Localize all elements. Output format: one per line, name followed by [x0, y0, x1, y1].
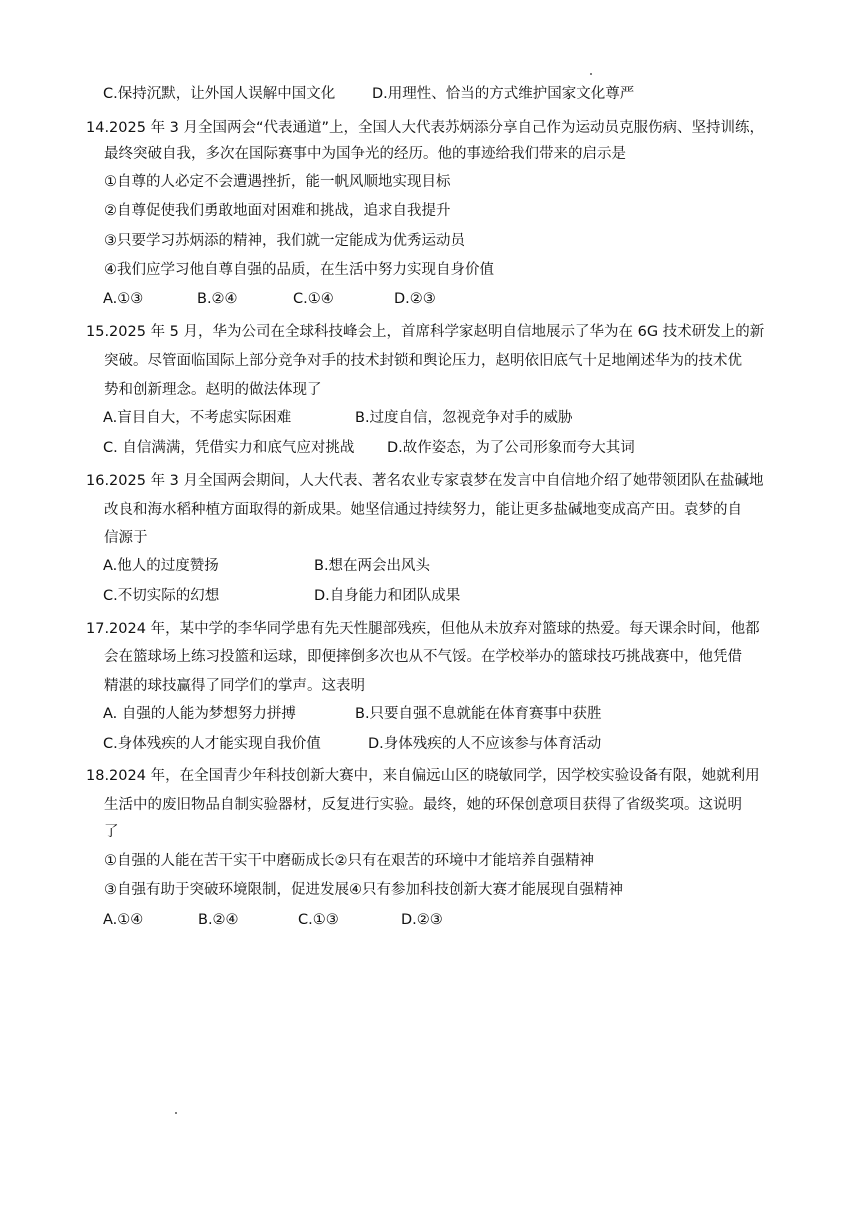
q16-option-c: C.不切实际的幻想 — [103, 588, 220, 604]
q15-stem-line-1: 15.2025 年 5 月，华为公司在全球科技峰会上，首席科学家赵明自信地展示了华为在 6G 技术研发上的新 — [86, 324, 765, 340]
q16-option-b: B.想在两会出风头 — [314, 558, 431, 574]
q17-option-a: A. 自强的人能为梦想努力拼搏 — [103, 706, 296, 722]
q17-option-d: D.身体残疾的人不应该参与体育活动 — [368, 736, 602, 752]
q15-stem-line-2: 突破。尽管面临国际上部分竞争对手的技术封锁和舆论压力，赵明依旧底气十足地阐述华为的技术优 — [104, 353, 742, 369]
q16-stem-line-2: 改良和海水稻种植方面取得的新成果。她坚信通过持续努力，能让更多盐碱地变成高产田。袁梦的自 — [104, 502, 742, 518]
q16-stem-line-1: 16.2025 年 3 月全国两会期间，人大代表、著名农业专家袁梦在发言中自信地介绍了她带领团队在盐碱地 — [86, 473, 764, 489]
q15-option-c: C. 自信满满，凭借实力和底气应对挑战 — [103, 440, 355, 456]
q16-option-d: D.自身能力和团队成果 — [314, 588, 461, 604]
q16-option-a: A.他人的过度赞扬 — [103, 558, 219, 574]
scan-speck-bottom — [175, 1112, 177, 1114]
q15-option-b: B.过度自信，忽视竞争对手的威胁 — [355, 410, 573, 426]
q14-option-c: C.①④ — [293, 291, 334, 307]
q18-stem-line-1: 18.2024 年，在全国青少年科技创新大赛中，来自偏远山区的晓敏同学，因学校实验设备有限，她就利用 — [86, 768, 760, 784]
q15-stem-line-3: 势和创新理念。赵明的做法体现了 — [104, 382, 322, 398]
q18-option-d: D.②③ — [401, 912, 443, 928]
q15-option-d: D.故作姿态，为了公司形象而夸大其词 — [387, 440, 635, 456]
q14-option-b: B.②④ — [197, 291, 238, 307]
q14-option-a: A.①③ — [103, 291, 144, 307]
q18-statement-line-1: ①自强的人能在苦干实干中磨砺成长②只有在艰苦的环境中才能培养自强精神 — [104, 853, 594, 869]
q16-stem-line-3: 信源于 — [104, 530, 148, 546]
q18-stem-line-2: 生活中的废旧物品自制实验器材，反复进行实验。最终，她的环保创意项目获得了省级奖项。这说明 — [104, 797, 742, 813]
q14-statement-1: ①自尊的人必定不会遭遇挫折，能一帆风顺地实现目标 — [104, 174, 451, 190]
q17-stem-line-3: 精湛的球技赢得了同学们的掌声。这表明 — [104, 678, 365, 694]
q18-statement-line-2: ③自强有助于突破环境限制，促进发展④只有参加科技创新大赛才能展现自强精神 — [104, 882, 623, 898]
q14-option-d: D.②③ — [394, 291, 436, 307]
q18-option-c: C.①③ — [298, 912, 339, 928]
q17-stem-line-1: 17.2024 年，某中学的李华同学患有先天性腿部残疾，但他从未放弃对篮球的热爱。每天课余时间，他都 — [86, 621, 760, 637]
q18-option-b: B.②④ — [198, 912, 239, 928]
q14-statement-4: ④我们应学习他自尊自强的品质，在生活中努力实现自身价值 — [104, 262, 494, 278]
q15-option-a: A.盲目自大，不考虑实际困难 — [103, 410, 292, 426]
q17-option-b: B.只要自强不息就能在体育赛事中获胜 — [355, 706, 602, 722]
q13-option-c: C.保持沉默，让外国人误解中国文化 — [103, 86, 336, 102]
q14-statement-2: ②自尊促使我们勇敢地面对困难和挑战，追求自我提升 — [104, 203, 451, 219]
scan-speck-top — [590, 73, 592, 75]
q18-stem-line-3: 了 — [104, 824, 119, 840]
q13-option-d: D.用理性、恰当的方式维护国家文化尊严 — [372, 86, 635, 102]
q17-stem-line-2: 会在篮球场上练习投篮和运球，即便摔倒多次也从不气馁。在学校举办的篮球技巧挑战赛中，他凭借 — [104, 649, 742, 665]
q18-option-a: A.①④ — [103, 912, 144, 928]
q14-stem-line-2: 最终突破自我，多次在国际赛事中为国争光的经历。他的事迹给我们带来的启示是 — [104, 146, 626, 162]
q14-statement-3: ③只要学习苏炳添的精神，我们就一定能成为优秀运动员 — [104, 233, 465, 249]
q17-option-c: C.身体残疾的人才能实现自我价值 — [103, 736, 321, 752]
q14-stem-line-1: 14.2025 年 3 月全国两会“代表通道”上，全国人大代表苏炳添分享自己作为运动员克服伤病、坚持训练， — [86, 120, 765, 136]
